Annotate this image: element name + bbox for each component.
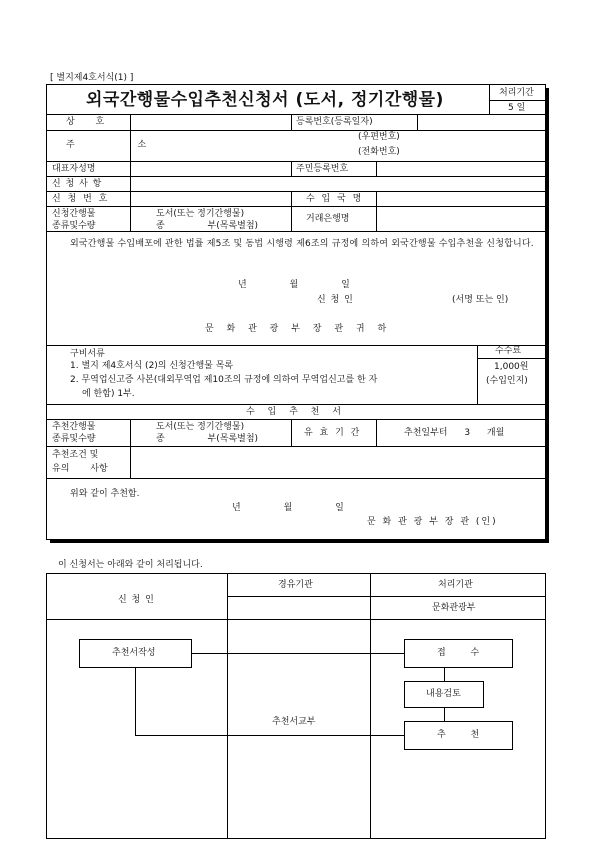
column-handling-agency: 처리기관 [438, 580, 473, 590]
kind-quantity-label: 종류및수량 [52, 221, 96, 231]
representative-name-label: 대표자성명 [52, 164, 96, 174]
divider [130, 191, 131, 231]
processing-period-value: 5 일 [508, 103, 526, 113]
form-shadow [546, 88, 549, 543]
divider [46, 161, 546, 162]
divider [291, 419, 292, 446]
resident-number-label: 주민등록번호 [296, 164, 349, 174]
handling-agency-name: 문화관광부 [432, 603, 476, 613]
divider [46, 130, 546, 131]
recommendation-statement: 위와 같이 추천함. [70, 489, 140, 499]
divider [46, 176, 546, 177]
phone-number-label: (전화번호) [358, 147, 400, 157]
conditions-label-cont: 유의 사항 [52, 464, 108, 474]
form-number-tag: [ 별지제4호서식(1) ] [50, 73, 134, 83]
divider [46, 619, 546, 620]
divider [291, 191, 292, 231]
required-document-2: 2. 무역업신고증 사본(대외무역업 제10조의 규정에 의하여 무역업신고를 한 자 [70, 375, 378, 385]
divider [46, 231, 546, 232]
process-intro: 이 신청서는 아래와 같이 처리됩니다. [58, 560, 203, 570]
flow-step-deliver-label: 추천서교부 [272, 717, 316, 727]
divider [46, 419, 546, 420]
addressee-line: 문 화 관 광 부 장 관 귀 하 [205, 324, 392, 334]
recommended-kind-value: 도서(또는 정기간행물) [156, 422, 245, 432]
divider [46, 404, 546, 405]
divider [46, 191, 546, 192]
flow-connector [135, 735, 404, 736]
postal-code-label: (우편번호) [358, 132, 400, 142]
divider [291, 161, 292, 176]
flow-step-review-label: 내용검토 [426, 689, 461, 699]
divider [130, 114, 131, 192]
form-shadow [50, 540, 549, 543]
divider [417, 114, 418, 130]
flow-connector [444, 668, 445, 681]
divider [227, 573, 228, 839]
required-document-1: 1. 별지 제4호서식 (2)의 신청간행물 목록 [70, 361, 234, 371]
divider [376, 419, 377, 446]
flow-step-receive-label: 접 수 [437, 648, 480, 658]
divider [376, 191, 377, 231]
recommended-quantity-label: 종류및수량 [52, 434, 96, 444]
divider [291, 114, 292, 130]
divider [477, 345, 478, 404]
divider [227, 596, 546, 597]
divider [376, 161, 377, 176]
divider [130, 419, 131, 478]
required-documents-heading: 구비서류 [70, 349, 105, 359]
import-country-label: 수 입 국 명 [306, 194, 364, 204]
publication-kind-value: 도서(또는 정기간행물) [156, 209, 245, 219]
recommendation-heading: 수 입 추 천 서 [246, 407, 346, 417]
registration-number-label: 등록번호(등록일자) [296, 117, 373, 127]
validity-label: 유 효 기 간 [304, 428, 362, 438]
fee-label: 수수료 [495, 346, 522, 356]
fee-type: (수입인지) [486, 376, 528, 386]
processing-period-label: 처리기간 [499, 88, 534, 98]
divider [46, 478, 546, 479]
conditions-label: 추천조건 및 [52, 450, 99, 460]
divider [46, 345, 546, 346]
quantity-value: 종 부(목록별첨) [156, 221, 259, 231]
flow-step-write-label: 추천서작성 [112, 648, 156, 658]
flow-step-recommend-label: 추 천 [437, 730, 480, 740]
company-name-label: 상 호 [66, 117, 114, 127]
validity-value: 추천일부터 3 개월 [404, 428, 505, 438]
signature-label: (서명 또는 인) [452, 295, 509, 305]
flow-connector [135, 668, 136, 736]
recommended-publication-label: 추천간행물 [52, 422, 96, 432]
fee-amount: 1,000원 [494, 362, 529, 372]
column-applicant: 신 청 인 [118, 595, 155, 605]
recommended-quantity-value: 종 부(목록별첨) [156, 434, 259, 444]
address-label: 주 소 [66, 140, 177, 150]
application-number-label: 신 청 번 호 [52, 194, 110, 204]
declaration-text: 외국간행물 수입배포에 관한 법률 제5조 및 동법 시행령 제6조의 규정에 의하여 외국간행물 수입추천을 신청합니다. [70, 239, 534, 249]
minister-seal-line: 문 화 관 광 부 장 관 (인) [367, 517, 498, 527]
divider [46, 114, 546, 115]
divider [370, 573, 371, 839]
column-via-agency: 경유기관 [278, 580, 313, 590]
publication-kind-label: 신청간행물 [52, 209, 96, 219]
recommendation-date-line: 년 월 일 [232, 503, 344, 513]
application-date-line: 년 월 일 [238, 280, 350, 290]
bank-name-label: 거래은행명 [306, 214, 350, 224]
required-document-2-cont: 에 한함) 1부. [82, 389, 135, 399]
flow-connector [444, 708, 445, 721]
form-title: 외국간행물수입추천신청서 (도서, 정기간행물) [86, 90, 444, 110]
flow-connector [192, 653, 404, 654]
divider [489, 100, 546, 101]
application-matters-label: 신 청 사 항 [52, 179, 103, 189]
divider [46, 446, 546, 447]
divider [46, 206, 546, 207]
application-form [46, 84, 546, 540]
divider [477, 358, 546, 359]
applicant-label: 신 청 인 [317, 295, 354, 305]
